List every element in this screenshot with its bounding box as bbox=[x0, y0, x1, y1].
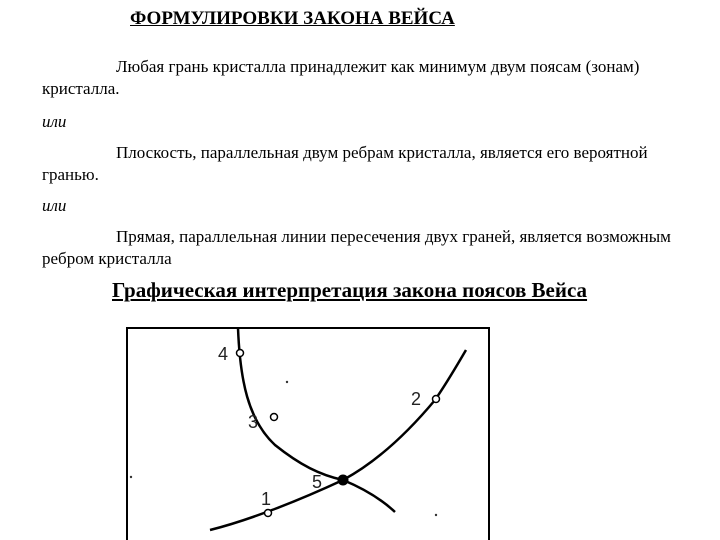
speck bbox=[286, 381, 288, 383]
point-label-4: 4 bbox=[218, 344, 229, 364]
point-label-1: 1 bbox=[261, 489, 272, 509]
pole-point-3 bbox=[271, 414, 278, 421]
pole-point-5 bbox=[338, 475, 349, 486]
pole-point-4 bbox=[237, 350, 244, 357]
speck bbox=[435, 514, 437, 516]
separator-or-2: или bbox=[42, 196, 67, 215]
pole-point-2 bbox=[433, 396, 440, 403]
page-title: ФОРМУЛИРОВКИ ЗАКОНА ВЕЙСА bbox=[130, 8, 455, 29]
pole-point-1 bbox=[265, 510, 272, 517]
point-label-3: 3 bbox=[248, 412, 259, 432]
zone-law-diagram bbox=[0, 320, 720, 540]
graphic-title: Графическая интерпретация закона поясов Вейса bbox=[112, 278, 588, 302]
formulation-3: Прямая, параллельная линии пересечения двух граней, является возможным ребром кристалла bbox=[42, 227, 671, 268]
point-label-2: 2 bbox=[411, 389, 422, 409]
formulation-2: Плоскость, параллельная двум ребрам кристалла, является его вероятной гранью. bbox=[42, 143, 648, 184]
point-label-5: 5 bbox=[312, 472, 323, 492]
formulation-1: Любая грань кристалла принадлежит как минимум двум поясам (зонам) кристалла. bbox=[42, 57, 640, 98]
zone-curve-b bbox=[210, 350, 466, 530]
speck bbox=[130, 476, 132, 478]
separator-or-1: или bbox=[42, 112, 67, 131]
